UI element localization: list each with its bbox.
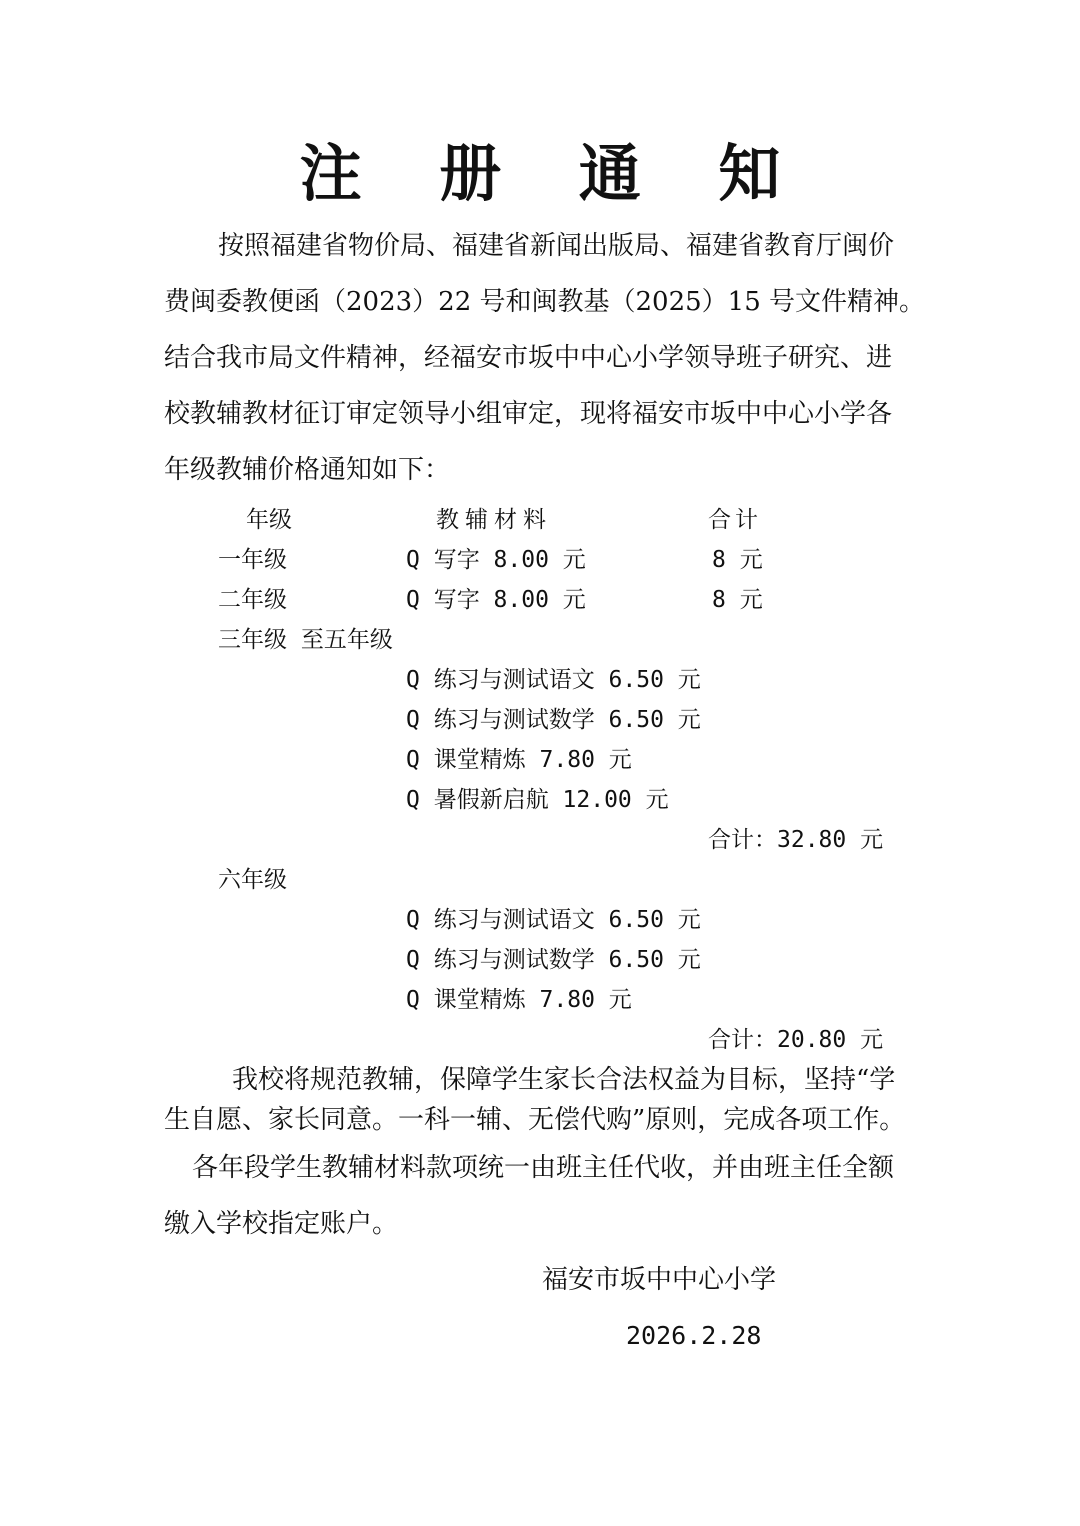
- signature-school: 福安市坂中中心小学: [542, 1265, 777, 1295]
- grade6-item: Q 课堂精炼 7.80 元: [406, 987, 632, 1013]
- grade3to5-item: Q 课堂精炼 7.80 元: [406, 747, 632, 773]
- grade3to5-item: Q 暑假新启航 12.00 元: [406, 787, 669, 813]
- grade1-total: 8 元: [712, 547, 763, 573]
- grade3to5-item: Q 练习与测试语文 6.50 元: [406, 667, 701, 693]
- grade2-material: Q 写字 8.00 元: [406, 587, 586, 613]
- closing-line: 我校将规范教辅，保障学生家长合法权益为目标，坚持“学: [232, 1065, 896, 1095]
- intro-line: 年级教辅价格通知如下：: [164, 455, 451, 485]
- grade3to5-item: Q 练习与测试数学 6.50 元: [406, 707, 701, 733]
- header-grade: 年级: [246, 507, 292, 533]
- grade3to5-total: 合计：32.80 元: [708, 827, 884, 853]
- grade2-label: 二年级: [218, 587, 287, 613]
- intro-line: 校教辅教材征订审定领导小组审定，现将福安市坂中中心小学各: [164, 399, 893, 429]
- grade1-material: Q 写字 8.00 元: [406, 547, 586, 573]
- intro-line: 按照福建省物价局、福建省新闻出版局、福建省教育厅闽价: [218, 231, 895, 261]
- page-title: 注 册 通 知: [299, 137, 809, 210]
- closing-line: 生自愿、家长同意。一科一辅、无偿代购”原则，完成各项工作。: [164, 1105, 906, 1135]
- grade2-total: 8 元: [712, 587, 763, 613]
- closing-line: 缴入学校指定账户。: [164, 1209, 399, 1239]
- intro-line: 费闽委教便函（2023）22 号和闽教基（2025）15 号文件精神。: [164, 287, 926, 317]
- closing-line: 各年段学生教辅材料款项统一由班主任代收，并由班主任全额: [192, 1153, 895, 1183]
- header-material: 教辅材料: [436, 507, 552, 533]
- grade6-item: Q 练习与测试数学 6.50 元: [406, 947, 701, 973]
- header-total: 合计: [708, 507, 762, 533]
- grade3to5-label: 三年级 至五年级: [218, 627, 393, 653]
- signature-date: 2026.2.28: [626, 1321, 762, 1350]
- grade1-label: 一年级: [218, 547, 287, 573]
- grade6-label: 六年级: [218, 867, 287, 893]
- grade6-item: Q 练习与测试语文 6.50 元: [406, 907, 701, 933]
- intro-line: 结合我市局文件精神，经福安市坂中中心小学领导班子研究、进: [164, 343, 893, 373]
- grade6-total: 合计：20.80 元: [708, 1027, 884, 1053]
